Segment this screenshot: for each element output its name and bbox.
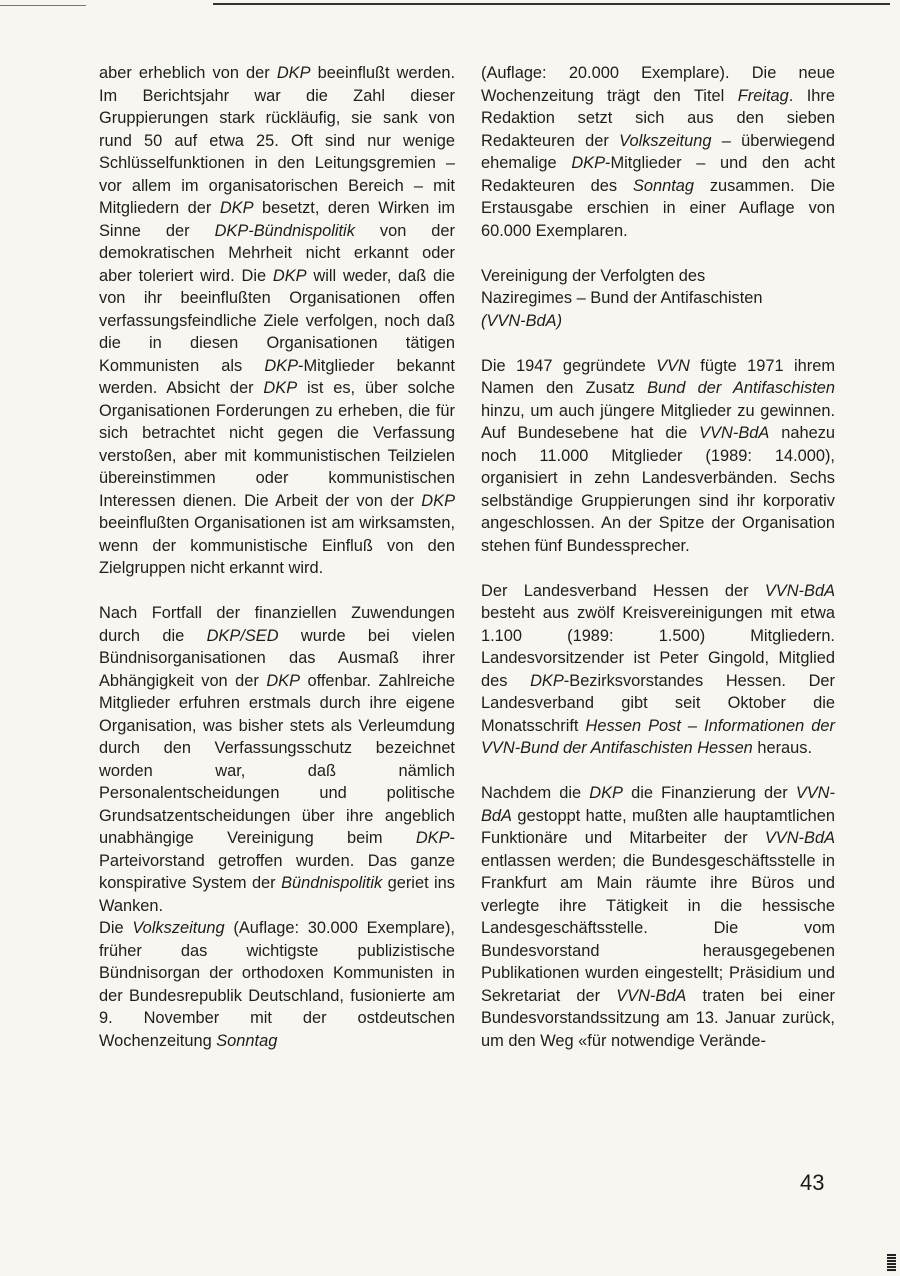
emphasis-term: VVN (656, 356, 690, 375)
emphasis-term: Hessen Post – Informationen der VVN-Bund der Antifaschisten Hessen (481, 716, 835, 757)
left-column (99, 62, 455, 1052)
emphasis-term: DKP (530, 671, 564, 690)
paragraph: Die Volkszeitung (Auflage: 30.000 Exemplare), früher das wichtigste publizistische Bündnisorgan der orthodoxen Kommunisten in der Bundesrepublik Deutschland, fusionierte am 9. November mit der ostdeutschen Wochenzeitung Sonntag (99, 919, 455, 1050)
emphasis-term: VVN-BdA (764, 581, 835, 600)
emphasis-term: DKP (219, 199, 254, 217)
emphasis-term: DKP (263, 379, 298, 397)
heading-line: Vereinigung der Verfolgten des (481, 266, 706, 285)
paragraph: aber erheblich von der DKP beeinflußt werden. Im Berichtsjahr war die Zahl dieser Gruppierungen stark rückläufig, sie sank von rund 50 auf etwa 25. Oft sind nur wenige Schlüsselfunktionen in den Leitungsgremien – vor allem im organisatorischen Bereich – mit Mitgliedern der DKP besetzt, deren Wirken im Sinne der DKP-Bündnispolitik von der demokratischen Mehrheit nicht erkannt oder aber toleriert wird. Die DKP will weder, daß die von ihr beeinflußten Organisationen offen verfassungsfeindliche Ziele verfolgen, noch daß die in diesen Organisationen tätigen Kommunisten als DKP-Mitglieder bekannt werden. Absicht der DKP ist es, über solche Organisationen Forderungen zu erheben, die für sich betrachtet nicht gegen die Verfassung verstoßen, aber mit kommunistischen Teilzielen übereinstimmen oder kommunistischen Interessen dienen. Die Arbeit der von der DKP beeinflußten Organisationen ist am wirksamsten, wenn der kommunistische Einfluß von den Zielgruppen nicht erkannt wird. (99, 64, 456, 577)
emphasis-term: DKP (589, 784, 623, 802)
right-column (481, 62, 835, 1052)
emphasis-term: DKP (421, 491, 455, 510)
emphasis-term: VVN-BdA (764, 829, 835, 847)
emphasis-term: DKP (276, 64, 311, 82)
paragraph: Der Landesverband Hessen der VVN-BdA besteht aus zwölf Kreisvereinigungen mit etwa 1.100 (1989: 1.500) Mitgliedern. Landesvorsitzender ist Peter Gingold, Mitglied des DKP-Bezirksvorstandes Hessen. Der Landesverband gibt seit Oktober die Monatsschrift Hessen Post – Informationen der VVN-Bund der Antifaschisten Hessen heraus. (481, 581, 836, 757)
emphasis-term: DKP (272, 266, 307, 285)
emphasis-term: Bund der Antifaschisten (647, 379, 835, 397)
emphasis-term: Freitag (737, 86, 789, 105)
heading-line: Naziregimes – Bund der Antifaschisten (481, 289, 763, 307)
emphasis-term: DKP (266, 671, 301, 690)
emphasis-term: DKP (264, 356, 299, 375)
emphasis-term: Sonntag (632, 176, 695, 195)
emphasis-term: VVN-BdA (481, 784, 835, 825)
paragraph: (Auflage: 20.000 Exemplare). Die neue Wochenzeitung trägt den Titel Freitag. Ihre Redaktion setzt sich aus den sieben Redakteuren der Volkszeitung – überwiegend ehemalige DKP-Mitglieder – und den acht Redakteuren des Sonntag zusammen. Die Erstausgabe erschien in einer Auflage von 60.000 Exemplaren. (481, 64, 836, 240)
emphasis-term: Volkszeitung (132, 919, 225, 937)
page-number: 43 (800, 1170, 825, 1195)
emphasis-term: Bündnispolitik (281, 874, 383, 892)
paragraph: Nach Fortfall der finanziellen Zuwendungen durch die DKP/SED wurde bei vielen Bündnisorganisationen das Ausmaß ihrer Abhängigkeit von der DKP offenbar. Zahlreiche Mitglieder erfuhren erstmals durch ihre eigene Organisation, was bisher stets als Verleumdung durch den Verfassungsschutz bezeichnet worden war, daß nämlich Personalentscheidungen und politische Grundsatzentscheidungen über ihre angeblich unabhängige Vereinigung beim DKP-Parteivorstand getroffen wurden. Das ganze konspirative System der Bündnispolitik geriet ins Wanken. (99, 604, 455, 915)
paragraph: Nachdem die DKP die Finanzierung der VVN-BdA gestoppt hatte, mußten alle hauptamtlichen Funktionäre und Mitarbeiter der VVN-BdA entlassen werden; die Bundesgeschäftsstelle in Frankfurt am Main räumte ihre Büros und verlegte ihre Tätigkeit in die hessische Landesgeschäftsstelle. Die vom Bundesvorstand herausgegebenen Publikationen wurden eingestellt; Präsidium und Sekretariat der VVN-BdA traten bei einer Bundesvorstandssitzung am 13. Januar zurück, um den Weg «für notwendige Verände- (481, 784, 835, 1050)
emphasis-term: VVN-BdA (699, 424, 770, 442)
emphasis-term: DKP-Bündnispolitik (214, 221, 355, 240)
emphasis-term: DKP (571, 154, 606, 172)
scan-edge-mark (887, 1254, 896, 1272)
emphasis-term: VVN-BdA (616, 986, 687, 1005)
heading-line: (VVN-BdA) (481, 311, 563, 330)
top-rule-right (213, 3, 890, 5)
paragraph: Die 1947 gegründete VVN fügte 1971 ihrem Namen den Zusatz Bund der Antifaschisten hinzu, um auch jüngere Mitglieder zu gewinnen. Auf Bundesebene hat die VVN-BdA nahezu noch 11.000 Mitglieder (1989: 14.000), organisiert in zehn Landesverbänden. Sechs selbständige Gruppierungen sind ihr korporativ angeschlossen. An der Spitze der Organisation stehen fünf Bundessprecher. (481, 356, 835, 555)
emphasis-term: Volkszeitung (619, 131, 712, 150)
top-rule-left (0, 5, 86, 6)
section-heading (481, 265, 835, 333)
emphasis-term: Sonntag (216, 1031, 278, 1050)
emphasis-term: DKP (415, 829, 450, 847)
emphasis-term: DKP/SED (206, 626, 279, 645)
